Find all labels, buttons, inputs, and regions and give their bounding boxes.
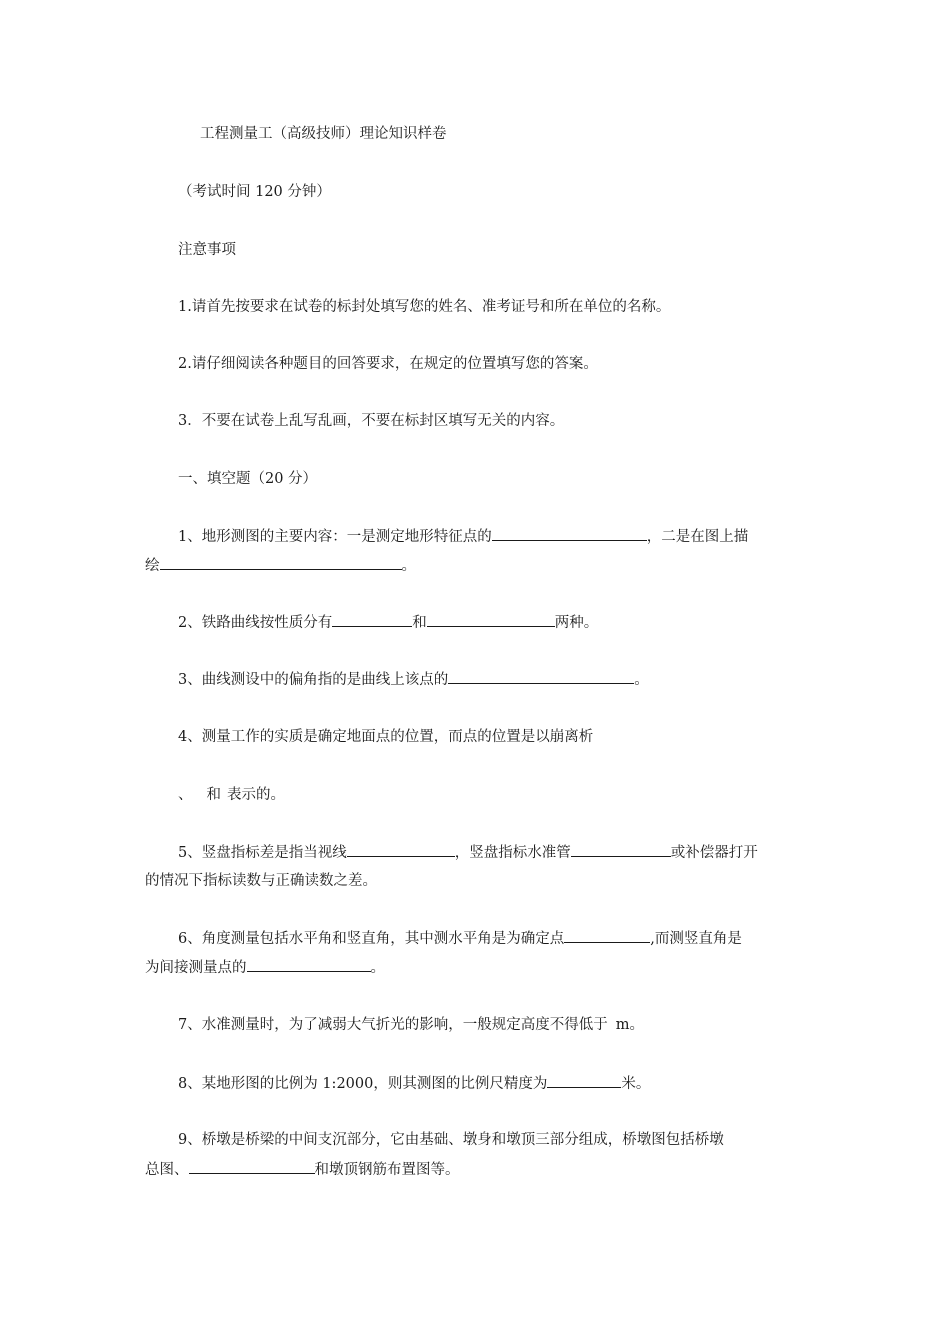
question-3	[145, 668, 843, 691]
question-5-text-c: 或补偿器打开	[670, 845, 758, 861]
question-9-text-b: 总图、	[145, 1162, 189, 1178]
question-5-text-a: 5、竖盘指标差是指当视线	[178, 845, 347, 861]
exam-duration: （考试时间 120 分钟）	[178, 184, 331, 200]
question-6-text-c: 为间接测量点的	[145, 960, 247, 976]
answer-blank[interactable]	[347, 841, 455, 857]
answer-blank[interactable]	[332, 611, 412, 627]
note-item-3: 3．不要在试卷上乱写乱画，不要在标封区填写无关的内容。	[178, 413, 565, 429]
question-9-line-2	[145, 1158, 810, 1181]
answer-blank[interactable]	[492, 525, 647, 541]
question-6-text-b: ,而测竖直角是	[650, 931, 742, 947]
question-6-text-d: 。	[370, 960, 385, 976]
answer-blank[interactable]	[427, 611, 555, 627]
page-title: 工程测量工（高级技师）理论知识样卷	[200, 126, 447, 142]
notes-heading: 注意事项	[178, 242, 236, 258]
question-8-text-b: 米。	[621, 1076, 651, 1092]
question-8	[145, 1072, 843, 1095]
question-9-line-1: 9、桥墩是桥梁的中间支沉部分，它由基础、墩身和墩顶三部分组成，桥墩图包括桥墩	[178, 1132, 724, 1148]
question-4-text-b3: 表示的。	[227, 787, 285, 803]
answer-blank[interactable]	[160, 554, 402, 570]
question-4-text-b2: 和	[206, 787, 221, 803]
question-5-text-b: ，竖盘指标水准管	[454, 845, 571, 861]
question-8-text-a: 8、某地形图的比例为 1:2000，则其测图的比例尺精度为	[178, 1076, 548, 1092]
answer-blank[interactable]	[571, 841, 671, 857]
question-2	[145, 611, 843, 634]
answer-blank[interactable]	[564, 927, 650, 943]
question-1-text-a: 1、地形测图的主要内容：一是测定地形特征点的	[178, 529, 492, 545]
question-3-text-a: 3、曲线测设中的偏角指的是曲线上该点的	[178, 672, 449, 688]
answer-blank[interactable]	[189, 1158, 315, 1174]
question-1-text-b: ，二是在图上描	[646, 529, 749, 545]
answer-blank[interactable]	[547, 1072, 621, 1088]
answer-blank[interactable]	[247, 956, 371, 972]
question-1-line-2	[145, 554, 810, 577]
question-5-line-2: 的情况下指标读数与正确读数之差。	[145, 873, 377, 889]
answer-blank[interactable]	[448, 668, 634, 684]
question-4-line-2	[145, 784, 843, 806]
question-1-text-c: 绘	[145, 558, 160, 574]
question-1-line-1	[145, 525, 843, 548]
question-7-text-a: 7、水准测量时，为了减弱大气折光的影响，一般规定高度不得低于	[178, 1017, 608, 1033]
question-1-text-d: 。	[401, 558, 416, 574]
question-4-text-b1: 、	[178, 787, 193, 803]
section-heading-fill-in: 一、填空题（20 分）	[178, 471, 318, 487]
question-7-text-b: m。	[615, 1017, 644, 1033]
question-4-line-1: 4、测量工作的实质是确定地面点的位置，而点的位置是以崩离析	[178, 729, 594, 745]
question-7	[145, 1014, 843, 1036]
question-2-text-a: 2、铁路曲线按性质分有	[178, 615, 333, 631]
note-item-2: 2.请仔细阅读各种题目的回答要求，在规定的位置填写您的答案。	[178, 356, 598, 372]
question-9-text-c: 和墩顶钢筋布置图等。	[314, 1162, 460, 1178]
question-6-line-1	[145, 927, 843, 950]
question-2-text-b: 和	[412, 615, 427, 631]
question-3-text-b: 。	[634, 672, 649, 688]
question-6-line-2	[145, 956, 810, 979]
question-5-line-1	[145, 841, 843, 864]
question-6-text-a: 6、角度测量包括水平角和竖直角，其中测水平角是为确定点	[178, 931, 565, 947]
note-item-1: 1.请首先按要求在试卷的标封处填写您的姓名、准考证号和所在单位的名称。	[178, 299, 671, 315]
question-2-text-c: 两种。	[554, 615, 599, 631]
